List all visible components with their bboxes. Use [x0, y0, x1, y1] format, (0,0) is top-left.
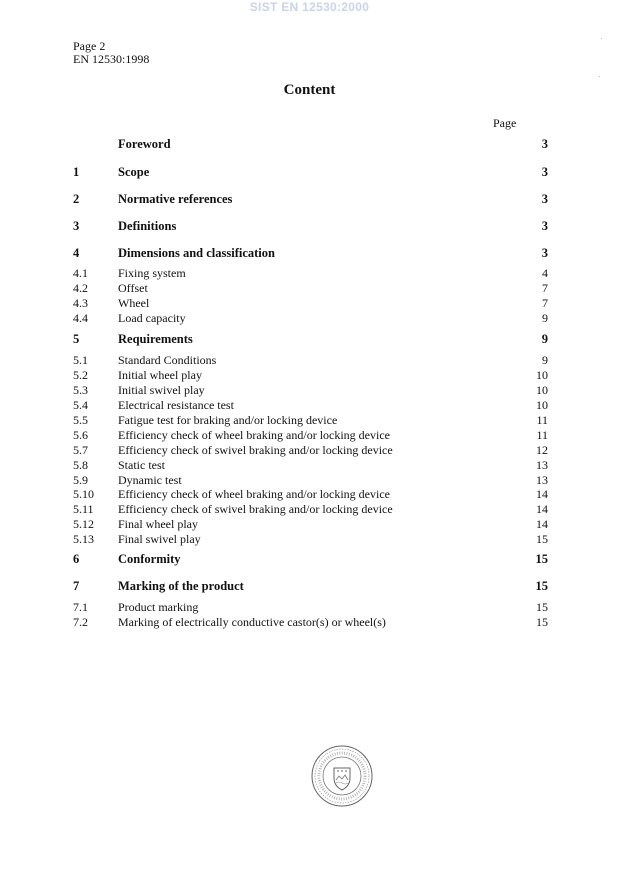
toc-label: Final swivel play	[118, 532, 201, 546]
toc-number: 4.4	[73, 311, 88, 325]
toc-label: Final wheel play	[118, 517, 198, 531]
toc-label: Efficiency check of swivel braking and/or locking device	[118, 443, 393, 457]
toc-number: 5.13	[73, 532, 94, 546]
toc-number: 4.1	[73, 266, 88, 280]
page-title: Content	[283, 82, 336, 98]
toc-page: 12	[536, 443, 548, 457]
toc-page: 3	[541, 165, 548, 179]
toc-entry	[0, 600, 619, 616]
toc-number: 2	[73, 192, 80, 206]
toc-page: 14	[536, 487, 548, 501]
toc-page: 9	[542, 311, 548, 325]
toc-page: 13	[536, 473, 548, 487]
toc-label: Normative references	[118, 192, 233, 206]
toc-label: Conformity	[118, 552, 181, 566]
toc-number: 5.11	[73, 502, 94, 516]
toc-number: 5.7	[73, 443, 88, 457]
toc-page: 15	[535, 579, 548, 593]
toc-number: 3	[73, 219, 80, 233]
toc-number: 5.9	[73, 473, 88, 487]
scan-speck	[599, 76, 600, 77]
toc-section	[0, 579, 619, 595]
toc-entry	[0, 428, 619, 444]
toc-label: Marking of the product	[118, 579, 244, 593]
toc-label: Dynamic test	[118, 473, 182, 487]
toc-page: 3	[541, 137, 548, 151]
toc-number: 4.2	[73, 281, 88, 295]
toc-entry	[0, 443, 619, 459]
toc-page: 3	[541, 246, 548, 260]
toc-label: Electrical resistance test	[118, 398, 234, 412]
toc-entry	[0, 615, 619, 631]
toc-entry	[0, 413, 619, 429]
toc-entry	[0, 487, 619, 503]
toc-section	[0, 137, 619, 153]
toc-entry	[0, 368, 619, 384]
toc-entry	[0, 532, 619, 548]
toc-page: 15	[536, 532, 548, 546]
toc-section	[0, 165, 619, 181]
toc-number: 5.4	[73, 398, 88, 412]
toc-entry	[0, 502, 619, 518]
toc-section	[0, 192, 619, 208]
toc-label: Wheel	[118, 296, 150, 310]
watermark: SIST EN 12530:2000	[249, 0, 370, 14]
toc-label: Efficiency check of wheel braking and/or locking device	[118, 428, 390, 442]
toc-label: Product marking	[118, 600, 199, 614]
toc-label: Efficiency check of wheel braking and/or locking device	[118, 487, 390, 501]
toc-number: 4.3	[73, 296, 88, 310]
toc-label: Fixing system	[118, 266, 186, 280]
toc-label: Standard Conditions	[118, 353, 217, 367]
toc-page: 15	[535, 552, 548, 566]
toc-label: Dimensions and classification	[118, 246, 275, 260]
toc-entry	[0, 353, 619, 369]
toc-entry	[0, 398, 619, 414]
page-column-label: Page	[493, 116, 517, 130]
toc-page: 10	[536, 398, 548, 412]
toc-page: 14	[536, 502, 548, 516]
toc-number: 1	[73, 165, 80, 179]
toc-number: 5	[73, 332, 80, 346]
toc-label: Load capacity	[118, 311, 186, 325]
toc-number: 5.10	[73, 487, 94, 501]
toc-page: 11	[536, 413, 548, 427]
toc-label: Initial swivel play	[118, 383, 205, 397]
toc-page: 3	[541, 219, 548, 233]
toc-page: 9	[542, 353, 548, 367]
toc-number: 7.2	[73, 615, 88, 629]
toc-page: 10	[536, 383, 548, 397]
toc-label: Efficiency check of swivel braking and/or locking device	[118, 502, 393, 516]
toc-page: 15	[536, 615, 548, 629]
toc-page: 14	[536, 517, 548, 531]
toc-page: 4	[542, 266, 548, 280]
toc-number: 5.6	[73, 428, 88, 442]
toc-page: 7	[542, 281, 548, 295]
toc-page: 7	[542, 296, 548, 310]
toc-label: Static test	[118, 458, 165, 472]
toc-number: 5.2	[73, 368, 88, 382]
standard-id: EN 12530:1998	[73, 52, 150, 66]
toc-entry	[0, 383, 619, 399]
toc-number: 6	[73, 552, 80, 566]
toc-entry	[0, 266, 619, 282]
toc-number: 7.1	[73, 600, 88, 614]
toc-number: 5.1	[73, 353, 88, 367]
official-seal-icon	[310, 744, 374, 808]
toc-entry	[0, 517, 619, 533]
toc-label: Scope	[118, 165, 150, 179]
toc-section	[0, 246, 619, 262]
toc-label: Offset	[118, 281, 148, 295]
toc-label: Foreword	[118, 137, 171, 151]
toc-number: 5.5	[73, 413, 88, 427]
toc-page: 15	[536, 600, 548, 614]
toc-number: 5.3	[73, 383, 88, 397]
toc-label: Requirements	[118, 332, 193, 346]
toc-page: 11	[536, 428, 548, 442]
toc-label: Definitions	[118, 219, 177, 233]
toc-page: 9	[541, 332, 548, 346]
toc-number: 4	[73, 246, 80, 260]
toc-entry	[0, 311, 619, 327]
toc-entry	[0, 458, 619, 474]
toc-entry	[0, 296, 619, 312]
toc-section	[0, 552, 619, 568]
toc-page: 10	[536, 368, 548, 382]
toc-number: 5.12	[73, 517, 94, 531]
toc-label: Initial wheel play	[118, 368, 202, 382]
toc-number: 7	[73, 579, 80, 593]
toc-page: 13	[536, 458, 548, 472]
scan-speck	[601, 38, 602, 39]
toc-section	[0, 219, 619, 235]
toc-page: 3	[541, 192, 548, 206]
page-number: Page 2	[73, 39, 106, 53]
toc-number: 5.8	[73, 458, 88, 472]
toc-label: Fatigue test for braking and/or locking device	[118, 413, 338, 427]
toc-section	[0, 332, 619, 348]
toc-entry	[0, 281, 619, 297]
toc-label: Marking of electrically conductive castor(s) or wheel(s)	[118, 615, 386, 629]
